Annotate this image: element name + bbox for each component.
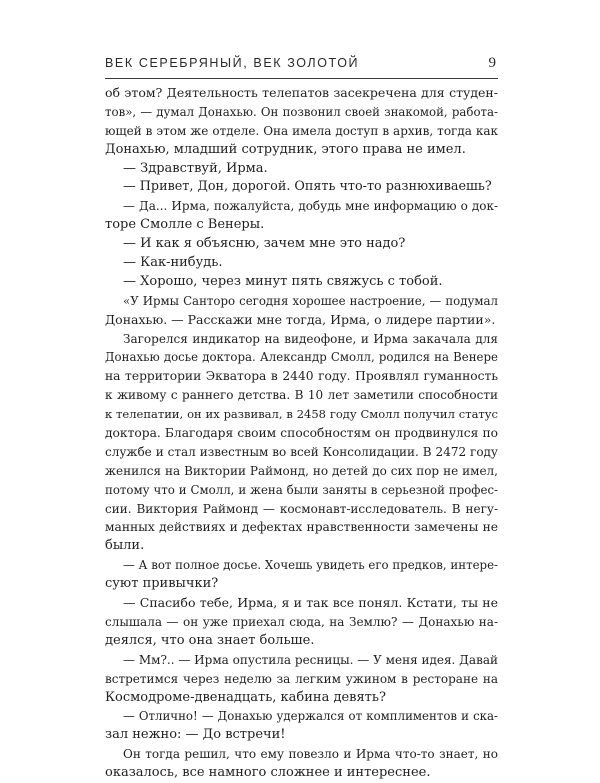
text-line: потому что и Смолл, и жена были заняты в серьезной профес- bbox=[105, 482, 498, 497]
text-line: деялся, что она знает больше. bbox=[105, 632, 315, 648]
text-line: — Привет, Дон, дорогой. Опять что-то разнюхиваешь? bbox=[123, 179, 492, 195]
text-line: к живому с раннего детства. В 10 лет заметили способности bbox=[105, 388, 498, 403]
text-line: — Как-нибудь. bbox=[123, 255, 223, 271]
text-line: — Хорошо, через минут пять свяжусь с тобой. bbox=[123, 273, 443, 289]
text-line: Загорелся индикатор на видеофоне, и Ирма закачала для bbox=[123, 331, 498, 346]
text-line: были. bbox=[105, 538, 145, 554]
text-line: встретимся через неделю за легким ужином в ресторане на bbox=[105, 671, 498, 686]
text-line: об этом? Деятельность телепатов засекречена для студен- bbox=[105, 85, 498, 100]
text-line: — Здравствуй, Ирма. bbox=[123, 160, 268, 176]
text-line: службе и стал известным во всей Консолидации. В 2472 году bbox=[105, 444, 498, 459]
text-line: на территории Экватора в 2440 году. Проявлял гуманность bbox=[105, 369, 498, 384]
text-line: Космодроме-двенадцать, кабина девять? bbox=[105, 689, 386, 705]
text-line: доктора. Благодаря своим способностям он продвинулся по bbox=[105, 426, 498, 441]
text-line: торе Смолле с Венеры. bbox=[105, 217, 265, 233]
page-number: 9 bbox=[488, 55, 496, 71]
text-line: к телепатии, он их развивал, в 2458 году Смолл получил статус bbox=[105, 407, 498, 422]
text-line: Донахью, младший сотрудник, этого права не имел. bbox=[105, 141, 466, 157]
text-line: Он тогда решил, что ему повезло и Ирма что-то знает, но bbox=[123, 747, 498, 762]
text-line: ющей в этом же отделе. Она имела доступ в архив, тогда как bbox=[105, 123, 498, 138]
text-line: тов», — думал Донахью. Он позвонил своей знакомой, работа- bbox=[105, 104, 498, 119]
running-header bbox=[105, 56, 498, 79]
text-line: — Мм?.. — Ирма опустила ресницы. — У меня идея. Давай bbox=[123, 652, 498, 667]
text-line: — Спасибо тебе, Ирма, я и так все понял. Кстати, ты не bbox=[123, 595, 498, 611]
text-line: манных действиях и дефектах нравственности замечены не bbox=[105, 520, 498, 535]
text-line: суют привычки? bbox=[105, 576, 219, 592]
text-line: оказалось, все намного сложнее и интереснее. bbox=[105, 765, 431, 781]
body-text bbox=[105, 84, 498, 783]
text-line: «У Ирмы Санторо сегодня хорошее настроение, — подумал bbox=[123, 293, 498, 308]
text-line: женился на Виктории Раймонд, но детей до сих пор не имел, bbox=[105, 463, 498, 478]
text-line: — Отлично! — Донахью удержался от комплиментов и ска- bbox=[123, 709, 498, 724]
text-line: Донахью. — Расскажи мне тогда, Ирма, о лидере партии». bbox=[105, 311, 496, 327]
text-line: — Да... Ирма, пожалуйста, добудь мне информацию о док- bbox=[123, 199, 498, 214]
text-line: сии. Виктория Раймонд — космонавт-исследователь. В негу- bbox=[105, 501, 498, 516]
text-line: зал нежно: — До встречи! bbox=[105, 727, 286, 743]
text-line: — И как я объясню, зачем мне это надо? bbox=[123, 236, 406, 252]
text-line: Донахью досье доктора. Александр Смолл, родился на Венере bbox=[105, 350, 498, 365]
running-title: ВЕК СЕРЕБРЯНЫЙ, ВЕК ЗОЛОТОЙ bbox=[105, 56, 360, 70]
text-line: — А вот полное досье. Хочешь увидеть его предков, интере- bbox=[123, 558, 498, 573]
text-line: слышала — он уже приехал сюда, на Землю? — Донахью на- bbox=[105, 614, 498, 629]
